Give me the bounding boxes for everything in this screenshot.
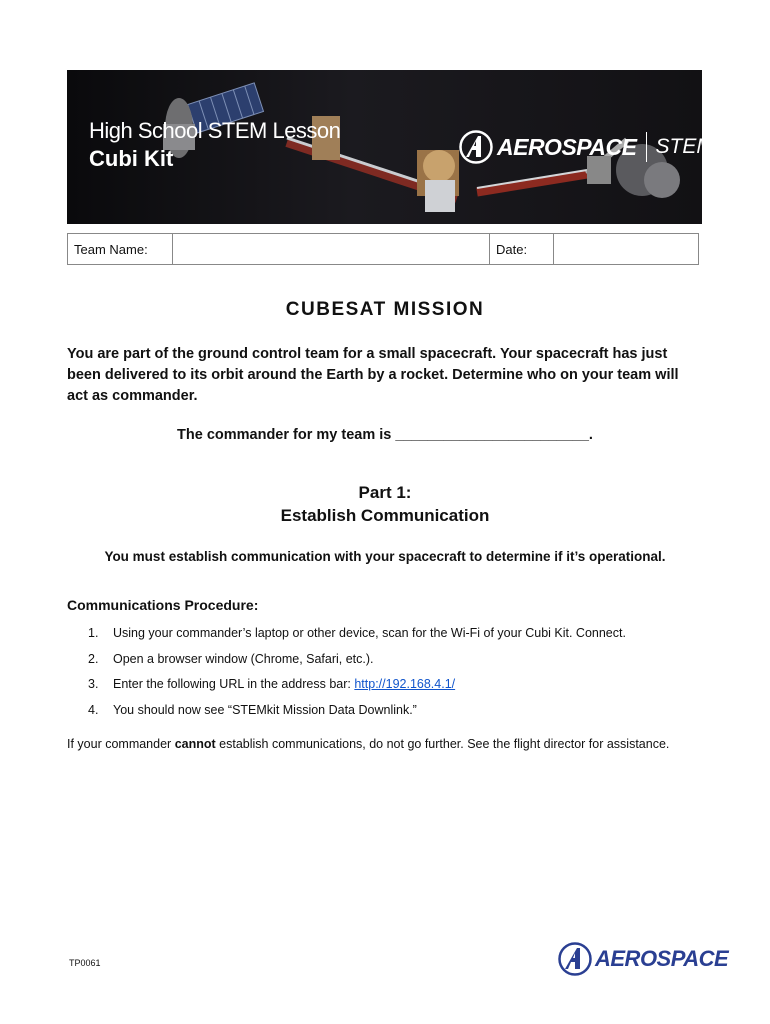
team-name-field[interactable]: [173, 234, 490, 264]
step-number: 4.: [88, 702, 99, 717]
step-text: Open a browser window (Chrome, Safari, etc.).: [113, 651, 374, 666]
part-heading: [0, 481, 770, 527]
page-title: CUBESAT MISSION: [285, 299, 485, 320]
list-item: [88, 652, 626, 678]
step-number: 3.: [88, 677, 99, 691]
url-link[interactable]: http://192.168.4.1/: [354, 677, 456, 691]
step-number: 1.: [88, 626, 99, 640]
footer-aerospace-logo: [558, 942, 728, 976]
list-item: [88, 703, 626, 729]
procedure-steps: [88, 626, 626, 728]
brand-stem: STEM: [655, 135, 714, 158]
part-name: Establish Communication: [280, 506, 490, 525]
list-item: [88, 626, 626, 652]
brand-name: AEROSPACE: [497, 133, 637, 160]
document-id: TP0061: [69, 958, 101, 968]
warning-text: [67, 737, 669, 751]
banner-title: High School STEM Lesson: [89, 118, 341, 143]
team-info-row: [67, 233, 699, 265]
banner-subtitle: Cubi Kit: [89, 146, 174, 171]
warning-emphasis: cannot: [174, 737, 216, 751]
step-text-prefix: Enter the following URL in the address bar:: [113, 677, 355, 691]
intro-paragraph: You are part of the ground control team for a small spacecraft. Your spacecraft has just been delivered to its orbit around the Earth by a rocket. Determine who on your team will act as commander.: [67, 346, 679, 404]
objective-text: You must establish communication with your spacecraft to determine if it’s operational.: [104, 549, 666, 564]
date-field[interactable]: [554, 234, 698, 264]
commander-line: The commander for my team is ________________________.: [177, 427, 593, 443]
date-label: Date:: [490, 234, 554, 264]
list-item: [88, 677, 626, 703]
header-banner: [67, 70, 714, 224]
brand-divider: [646, 132, 647, 162]
step-text: Using your commander’s laptop or other device, scan for the Wi-Fi of your Cubi Kit. Connect.: [113, 626, 626, 640]
aerospace-logo-icon: [558, 942, 592, 976]
warning-before: If your commander: [67, 737, 175, 751]
aerospace-stem-logo: [459, 130, 714, 164]
aerospace-logo-icon: [459, 130, 493, 164]
step-number: 2.: [88, 651, 99, 666]
step-text: You should now see “STEMkit Mission Data Downlink.”: [113, 702, 417, 717]
team-name-label: Team Name:: [68, 234, 173, 264]
footer-brand-name: AEROSPACE: [595, 946, 729, 971]
step-text: [113, 677, 455, 703]
part-number: Part 1:: [358, 483, 412, 502]
warning-after: establish communications, do not go further. See the flight director for assistance.: [215, 737, 670, 751]
procedure-heading: Communications Procedure:: [67, 597, 259, 613]
